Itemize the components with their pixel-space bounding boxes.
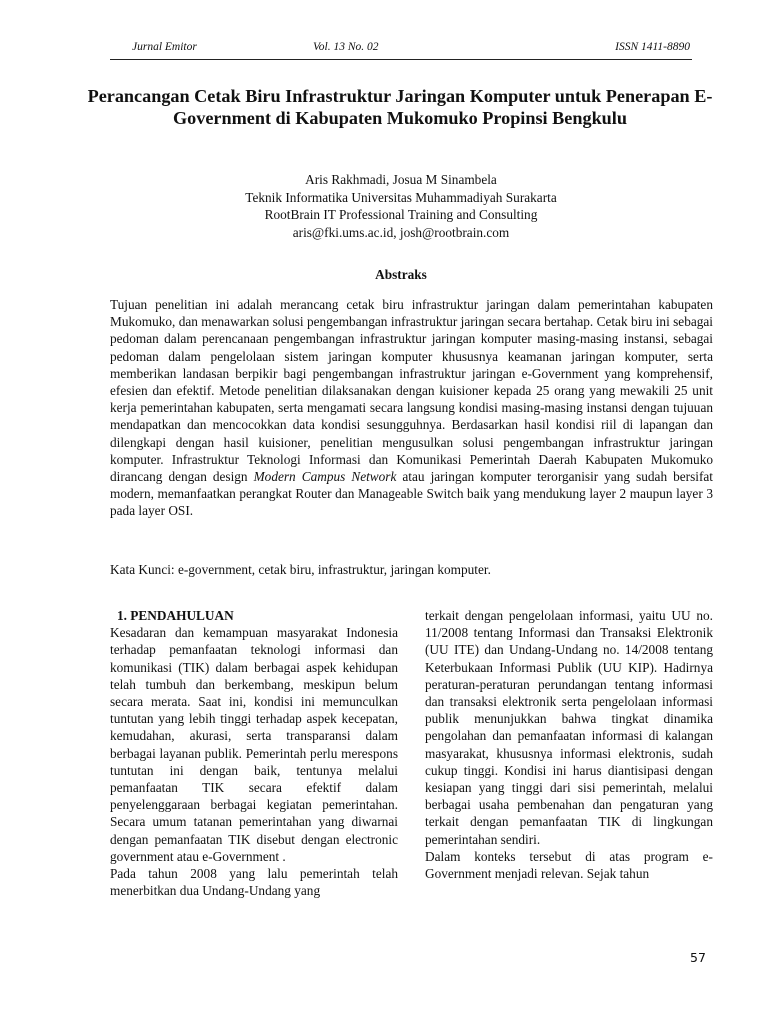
abstract-text bbox=[110, 296, 713, 520]
body-paragraph: Pada tahun 2008 yang lalu pemerintah telah menerbitkan dua Undang-Undang yang bbox=[110, 866, 398, 899]
body-column-left bbox=[110, 607, 398, 899]
affiliation-1: Teknik Informatika Universitas Muhammadiyah Surakarta bbox=[245, 189, 557, 205]
running-header bbox=[110, 41, 692, 60]
author-names: Aris Rakhmadi, Josua M Sinambela bbox=[305, 172, 497, 187]
author-emails: aris@fki.ums.ac.id, josh@rootbrain.com bbox=[292, 224, 510, 240]
body-paragraph: Kesadaran dan kemampuan masyarakat Indonesia terhadap pemanfaatan teknologi informasi dan komunikasi (TIK) dalam berbagai aspek kehidupan telah tumbuh dan berkembang, meskipun belum secara merata. Saat ini, kondisi ini memunculkan tuntutan yang lebih tinggi terhadap aspek kecepatan, kemudahan, akurasi, serta transparansi dalam berbagai layanan publik. Pemerintah perlu merespons tuntutan ini dengan baik, tentunya melalui pemanfaatan TIK secara efektif dalam penyelenggaraan berbagai kegiatan pemerintahan. Secara umum tatanan pemerintahan yang diwarnai dengan pemanfaatan TIK disebut dengan electronic government atau e-Government . bbox=[110, 625, 398, 864]
abstract-text-part-1: Tujuan penelitian ini adalah merancang cetak biru infrastruktur jaringan dalam pemerintahan kabupaten Mukomuko, dan menawarkan solusi pengembangan infrastruktur jaringan secara bertahap. Cetak biru ini sebagai pedoman dalam perencanaan pengembangan infrastruktur jaringan komputer masing-masing instansi, sebagai pedoman dalam pengelolaan sistem jaringan komputer khususnya keamanan jaringan komputer, serta memberikan landasan berpikir bagi pengembangan infrastruktur jaringan e-Government yang komprehensif, efesien dan efektif. Metode penelitian dilaksanakan dengan kuisioner kepada 25 orang yang mewakili 25 unit kerja pemerintahan kabupaten, serta mengamati secara langsung kondisi masing-masing instansi dengan tujuuan mendapatkan dan mencocokkan data kondisi sesungguhnya. Berdasarkan hasil kondisi riil di lapangan dan dilengkapi dengan hasil kuisioner, penelitian mengusulkan solusi pengembangan infrastruktur jaringan komputer. Infrastruktur Teknologi Informasi dan Komunikasi Pemerintah Daerah Kabupaten Mukomuko dirancang dengan design bbox=[110, 297, 713, 485]
section-heading: 1. PENDAHULUAN bbox=[117, 608, 234, 623]
page-number: 57 bbox=[690, 950, 706, 965]
body-paragraph: terkait dengan pengelolaan informasi, yaitu UU no. 11/2008 tentang Informasi dan Transaksi Elektronik (UU ITE) dan Undang-Undang no. 14/2008 tentang Keterbukaan Informasi Publik (UU KIP). Hadirnya peraturan-peraturan perundangan tentang informasi dan transaksi elektronik serta pengelolaan informasi publik menunjukkan bahwa tingkat dinamika pengolahan dan pemanfaatan informasi di kalangan masyarakat, khususnya informasi elektronis, sudah cukup tinggi. Kondisi ini harus diantisipasi dengan kesiapan yang tinggi dari sisi pemerintah, melalui berbagai usaha pembenahan dan pengaturan yang terkait dengan pemanfaatan TIK di lingkungan pemerintahan sendiri. bbox=[425, 608, 713, 847]
volume-issue: Vol. 13 No. 02 bbox=[313, 41, 379, 53]
keywords: Kata Kunci: e-government, cetak biru, infrastruktur, jaringan komputer. bbox=[110, 562, 491, 577]
abstract-text-part-2: atau jaringan komputer terorganisir yang sudah bersifat modern, memanfaatkan perangkat Router dan Manageable Switch baik yang mendukung layer 2 maupun layer 3 pada layer OSI. bbox=[110, 469, 713, 519]
paper-title: Perancangan Cetak Biru Infrastruktur Jaringan Komputer untuk Penerapan E-Government di Kabupaten Mukomuko Propinsi Bengkulu bbox=[87, 86, 713, 128]
abstract-italic-term: Modern Campus Network bbox=[253, 469, 397, 485]
body-column-right bbox=[425, 607, 713, 882]
journal-name: Jurnal Emitor bbox=[132, 41, 197, 53]
abstract-heading: Abstraks bbox=[375, 267, 427, 282]
body-paragraph: Dalam konteks tersebut di atas program e-Government menjadi relevan. Sejak tahun bbox=[425, 848, 713, 882]
author-block bbox=[110, 171, 692, 241]
affiliation-2: RootBrain IT Professional Training and Consulting bbox=[264, 207, 538, 223]
issn: ISSN 1411-8890 bbox=[615, 41, 690, 53]
